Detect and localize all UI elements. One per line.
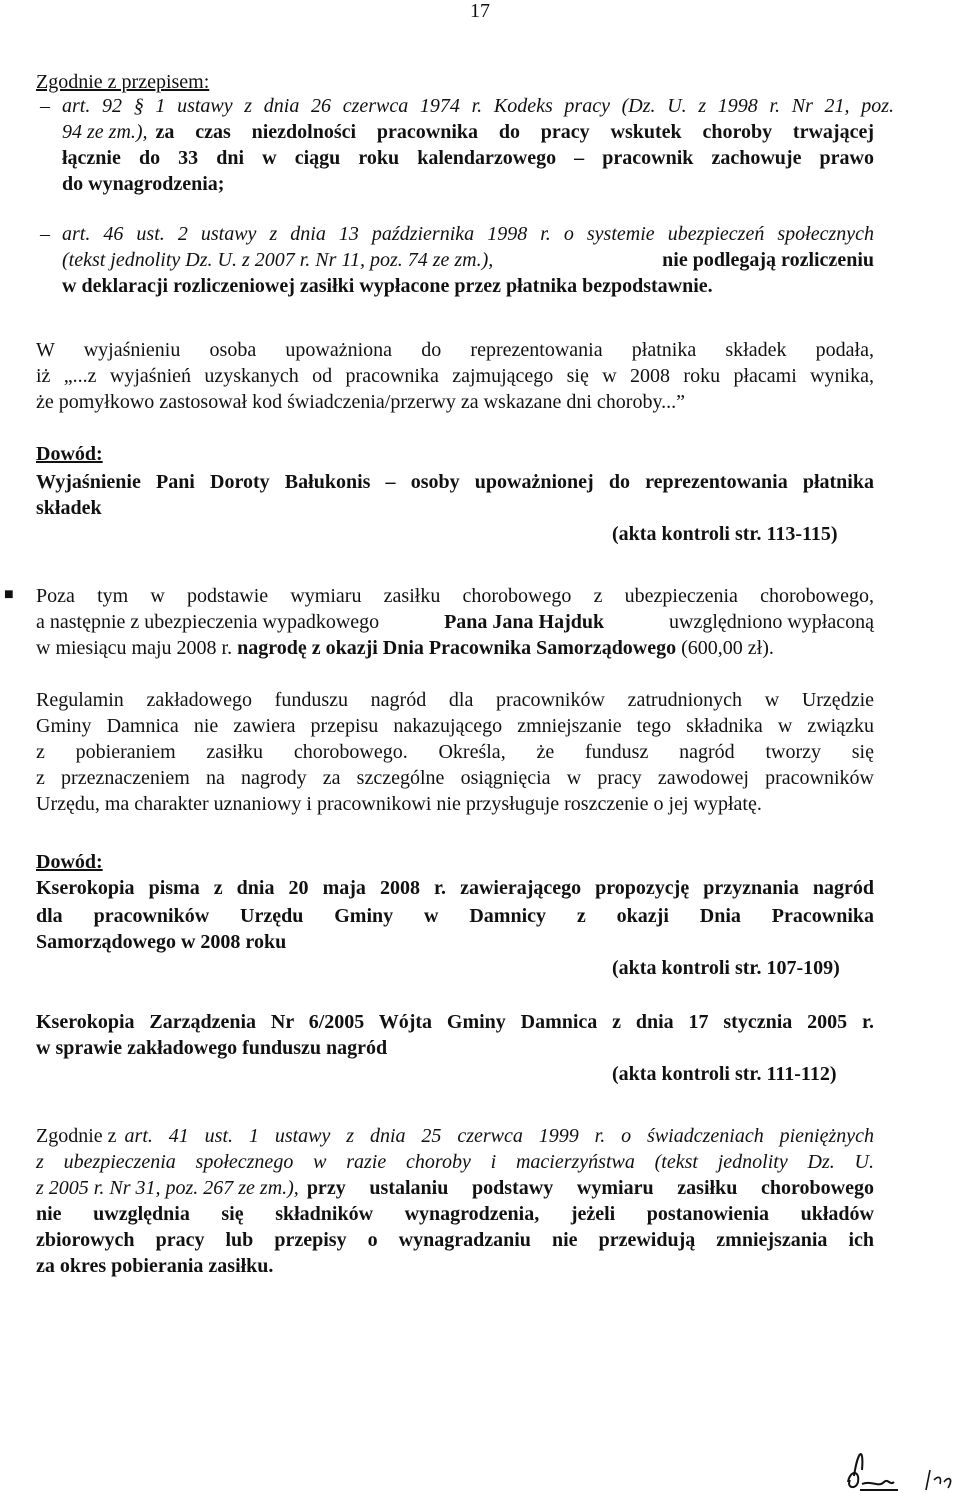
paragraph-line: Urzędu, ma charakter uznaniowy i pracownikowi nie przysługuje roszczenie o jej wypłatę.: [36, 793, 762, 815]
page-number: 17: [470, 0, 490, 22]
legal-reference: 94 ze zm.),: [62, 121, 148, 143]
text-segment: a następnie z ubezpieczenia wypadkowego: [36, 611, 380, 633]
paragraph-line: Poza tym w podstawie wymiaru zasiłku chorobowego z ubezpieczenia chorobowego,: [36, 585, 874, 607]
paragraph-line: [36, 636, 774, 660]
file-reference: (akta kontroli str. 111-112): [612, 1063, 837, 1085]
text-segment: za czas niezdolności pracownika do pracy wskutek choroby trwającej: [155, 121, 874, 143]
legal-reference: (tekst jednolity Dz. U. z 2007 r. Nr 11, poz. 74 ze zm.),: [62, 249, 494, 271]
paragraph-line: [36, 1124, 874, 1148]
evidence-heading: Dowód:: [36, 443, 103, 465]
legal-reference: art. 92 § 1 ustawy z dnia 26 czerwca 1974 r. Kodeks pracy (Dz. U. z 1998 r. Nr 21, poz.: [62, 95, 894, 117]
paragraph-line: składek: [36, 497, 102, 519]
paragraph-line: zbiorowych pracy lub przepisy o wynagradzaniu nie przewidują zmniejszania ich: [36, 1229, 874, 1251]
paragraph-line: z pobieraniem zasiłku chorobowego. Określa, że fundusz nagród tworzy się: [36, 741, 874, 763]
evidence-heading: Dowód:: [36, 851, 103, 873]
text-segment: uwzględniono wypłaconą: [669, 611, 874, 633]
paragraph-line: w deklaracji rozliczeniowej zasiłki wypłacone przez płatnika bezpodstawnie.: [62, 275, 713, 297]
text-segment: przy ustalaniu podstawy wymiaru zasiłku chorobowego: [306, 1177, 874, 1199]
paragraph-line: do wynagrodzenia;: [62, 173, 225, 195]
list-dash: –: [40, 95, 50, 117]
legal-reference: art. 41 ust. 1 ustawy z dnia 25 czerwca 1999 r. o świadczeniach pieniężnych: [124, 1125, 874, 1147]
paragraph-line: łącznie do 33 dni w ciągu roku kalendarzowego – pracownik zachowuje prawo: [62, 147, 874, 169]
text-segment: nagrodę z okazji Dnia Pracownika Samorządowego: [237, 637, 677, 659]
legal-reference: z 2005 r. Nr 31, poz. 267 ze zm.),: [36, 1177, 299, 1199]
paragraph-line: [62, 120, 874, 144]
paragraph-line: za okres pobierania zasiłku.: [36, 1255, 274, 1277]
bullet-marker: ■: [4, 586, 14, 603]
paragraph-line: Gminy Damnica nie zawiera przepisu nakazującego zmniejszanie tego składnika w związku: [36, 715, 874, 737]
text-segment: w miesiącu maju 2008 r.: [36, 637, 233, 659]
intro-heading: Zgodnie z przepisem:: [36, 71, 210, 93]
text-segment: Zgodnie z: [36, 1125, 117, 1147]
paragraph-line: Regulamin zakładowego funduszu nagród dla pracowników zatrudnionych w Urzędzie: [36, 689, 874, 711]
text-segment: (600,00 zł).: [681, 637, 774, 659]
text-segment: nie podlegają rozliczeniu: [662, 249, 874, 271]
legal-reference: art. 46 ust. 2 ustawy z dnia 13 października 1998 r. o systemie ubezpieczeń społecznych: [62, 223, 874, 245]
paragraph-line: w sprawie zakładowego funduszu nagród: [36, 1037, 388, 1059]
paragraph-line: W wyjaśnieniu osoba upoważniona do reprezentowania płatnika składek podała,: [36, 339, 874, 361]
list-dash: –: [40, 223, 50, 245]
paragraph-line: [62, 248, 874, 272]
paragraph-line: iż „...z wyjaśnień uzyskanych od pracownika zajmującego się w 2008 roku płacami wynika,: [36, 365, 874, 387]
file-reference: (akta kontroli str. 107-109): [612, 957, 840, 979]
legal-reference: z ubezpieczenia społecznego w razie choroby i macierzyństwa (tekst jednolity Dz. U.: [36, 1151, 874, 1173]
paragraph-line: z przeznaczeniem na nagrody za szczególne osiągnięcia w pracy zawodowej pracowników: [36, 767, 874, 789]
paragraph-line: [36, 610, 874, 634]
signature-image: [838, 1440, 958, 1500]
paragraph-line: [36, 1176, 874, 1200]
paragraph-line: Wyjaśnienie Pani Doroty Bałukonis – osoby upoważnionej do reprezentowania płatnika: [36, 471, 874, 493]
paragraph-line: że pomyłkowo zastosował kod świadczenia/przerwy za wskazane dni choroby...”: [36, 391, 686, 413]
file-reference: (akta kontroli str. 113-115): [612, 523, 838, 545]
text-segment: Pana Jana Hajduk: [444, 611, 605, 633]
paragraph-line: dla pracowników Urzędu Gminy w Damnicy z okazji Dnia Pracownika: [36, 905, 874, 927]
paragraph-line: nie uwzględnia się składników wynagrodzenia, jeżeli postanowienia układów: [36, 1203, 874, 1225]
paragraph-line: Kserokopia pisma z dnia 20 maja 2008 r. zawierającego propozycję przyznania nagród: [36, 877, 874, 899]
paragraph-line: Samorządowego w 2008 roku: [36, 931, 287, 953]
paragraph-line: Kserokopia Zarządzenia Nr 6/2005 Wójta Gminy Damnica z dnia 17 stycznia 2005 r.: [36, 1011, 874, 1033]
